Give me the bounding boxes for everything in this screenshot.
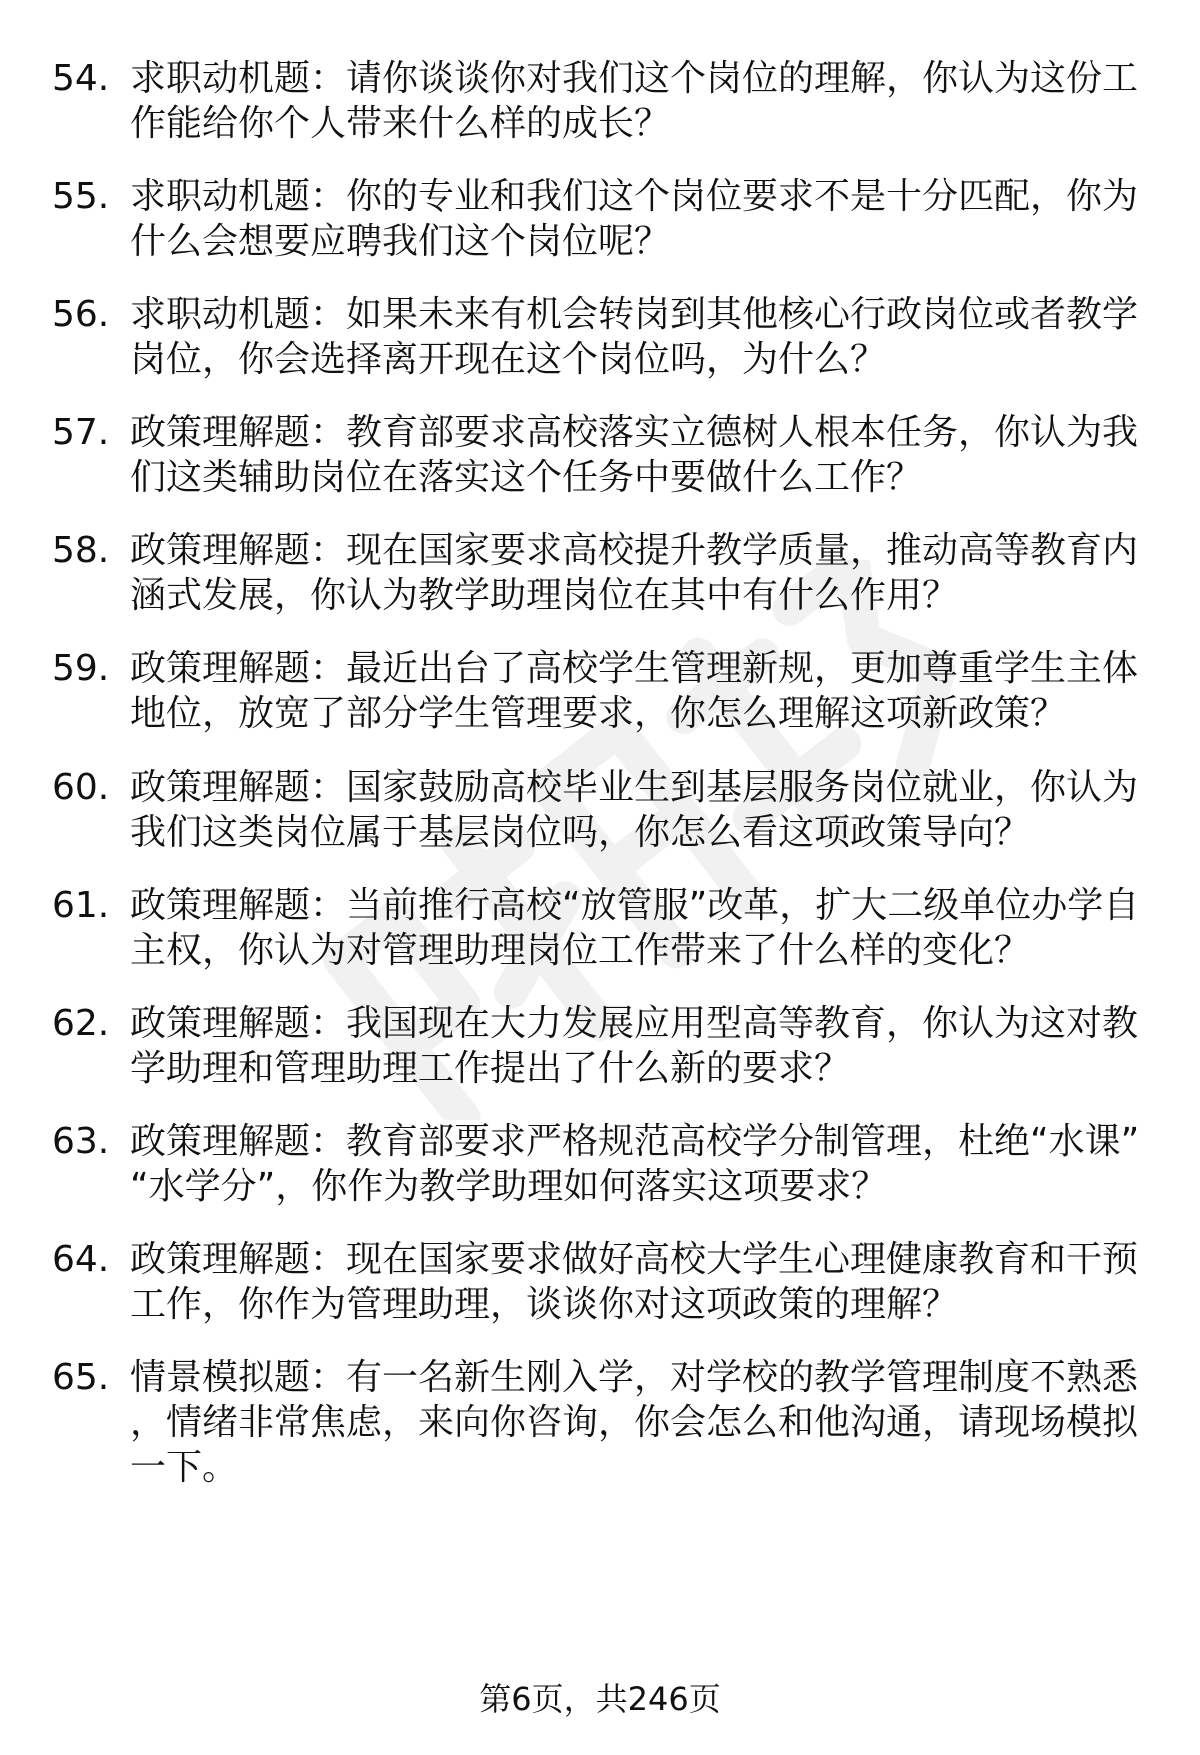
question-text: 政策理解题：最近出台了高校学生管理新规，更加尊重学生主体地位，放宽了部分学生管理要求，你怎么理解这项新政策？ bbox=[130, 648, 1139, 734]
question-text: 求职动机题：你的专业和我们这个岗位要求不是十分匹配，你为什么会想要应聘我们这个岗位呢？ bbox=[130, 176, 1139, 262]
question-number: 64. bbox=[52, 1239, 110, 1280]
question-number: 60. bbox=[52, 767, 110, 808]
question-item-57 bbox=[52, 410, 1148, 500]
question-item-63 bbox=[52, 1119, 1148, 1209]
question-number: 62. bbox=[52, 1003, 110, 1044]
question-item-60 bbox=[52, 765, 1148, 855]
question-text: 情景模拟题：有一名新生刚入学，对学校的教学管理制度不熟悉，情绪非常焦虑，来向你咨询，你会怎么和他沟通，请现场模拟一下。 bbox=[130, 1357, 1139, 1488]
question-text: 求职动机题：请你谈谈你对我们这个岗位的理解，你认为这份工作能给你个人带来什么样的成长？ bbox=[130, 58, 1139, 144]
question-item-54 bbox=[52, 56, 1148, 146]
question-text: 政策理解题：当前推行高校“放管服”改革，扩大二级单位办学自主权，你认为对管理助理岗位工作带来了什么样的变化？ bbox=[130, 885, 1140, 971]
page-number-footer: 第6页，共246页 bbox=[479, 1680, 721, 1718]
question-text: 政策理解题：教育部要求严格规范高校学分制管理，杜绝“水课”“水学分”，你作为教学助理如何落实这项要求？ bbox=[130, 1121, 1140, 1207]
question-number: 57. bbox=[52, 412, 110, 453]
question-text: 政策理解题：我国现在大力发展应用型高等教育，你认为这对教学助理和管理助理工作提出了什么新的要求？ bbox=[130, 1003, 1139, 1089]
question-item-65 bbox=[52, 1355, 1148, 1490]
question-text: 求职动机题：如果未来有机会转岗到其他核心行政岗位或者教学岗位，你会选择离开现在这个岗位吗，为什么？ bbox=[130, 294, 1139, 380]
question-item-64 bbox=[52, 1237, 1148, 1327]
question-text: 政策理解题：现在国家要求高校提升教学质量，推动高等教育内涵式发展，你认为教学助理岗位在其中有什么作用？ bbox=[130, 530, 1139, 616]
question-item-58 bbox=[52, 528, 1148, 618]
question-text: 政策理解题：教育部要求高校落实立德树人根本任务，你认为我们这类辅助岗位在落实这个任务中要做什么工作？ bbox=[130, 412, 1139, 498]
question-number: 59. bbox=[52, 648, 110, 689]
question-item-56 bbox=[52, 292, 1148, 382]
question-number: 63. bbox=[52, 1121, 110, 1162]
question-number: 55. bbox=[52, 176, 110, 217]
question-number: 65. bbox=[52, 1357, 110, 1398]
question-number: 56. bbox=[52, 294, 110, 335]
question-number: 58. bbox=[52, 530, 110, 571]
question-number: 61. bbox=[52, 885, 110, 926]
question-item-55 bbox=[52, 174, 1148, 264]
question-number: 54. bbox=[52, 58, 110, 99]
question-item-61 bbox=[52, 883, 1148, 973]
question-text: 政策理解题：国家鼓励高校毕业生到基层服务岗位就业，你认为我们这类岗位属于基层岗位吗，你怎么看这项政策导向？ bbox=[130, 767, 1139, 853]
question-text: 政策理解题：现在国家要求做好高校大学生心理健康教育和干预工作，你作为管理助理，谈谈你对这项政策的理解？ bbox=[130, 1239, 1139, 1325]
question-item-59 bbox=[52, 646, 1148, 736]
question-item-62 bbox=[52, 1001, 1148, 1091]
